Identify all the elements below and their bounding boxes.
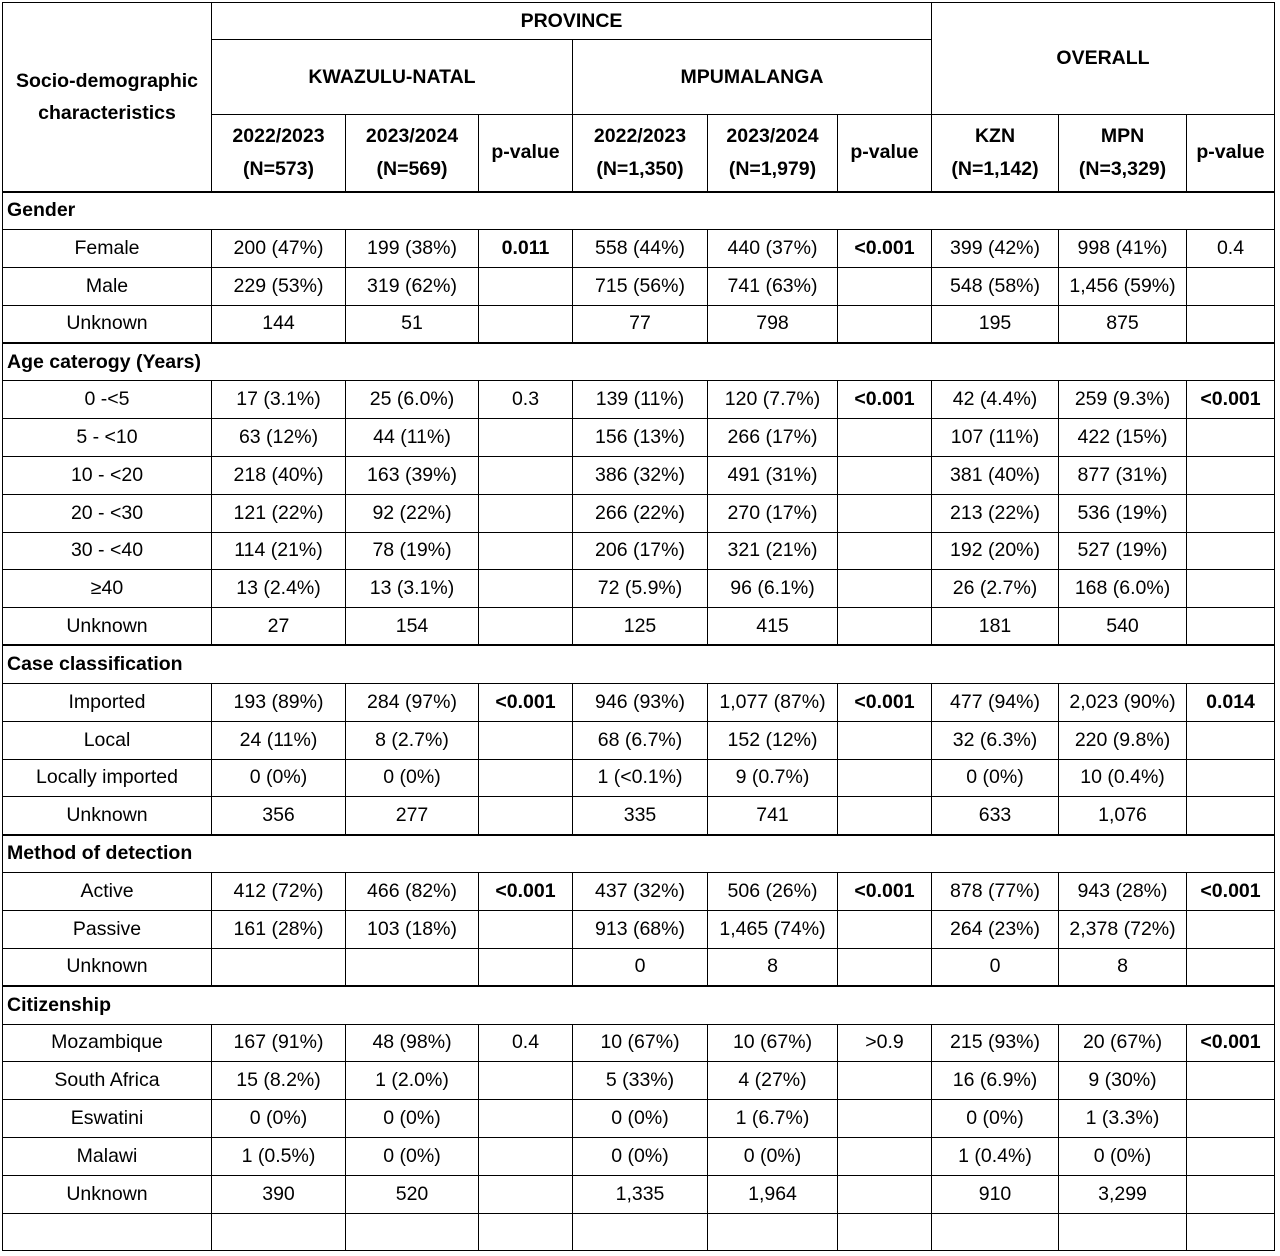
value-cell: 24 (11%) <box>212 721 346 759</box>
pvalue-cell <box>479 721 573 759</box>
table-row <box>3 797 1275 835</box>
value-cell: 8 <box>708 948 838 986</box>
pvalue-cell: 0.4 <box>1187 230 1275 268</box>
value-cell: 195 <box>932 305 1059 343</box>
pvalue-cell <box>838 1100 932 1138</box>
value-cell: 220 (9.8%) <box>1059 721 1187 759</box>
value-cell: 68 (6.7%) <box>573 721 708 759</box>
pvalue-cell <box>838 1213 932 1251</box>
section-row <box>3 835 1275 873</box>
pvalue-cell <box>1187 1062 1275 1100</box>
value-cell: 156 (13%) <box>573 419 708 457</box>
row-label: 20 - <30 <box>3 494 212 532</box>
value-cell: 466 (82%) <box>346 873 479 911</box>
value-cell <box>573 1213 708 1251</box>
value-cell <box>708 1213 838 1251</box>
value-cell: 9 (0.7%) <box>708 759 838 797</box>
value-cell: 943 (28%) <box>1059 873 1187 911</box>
pvalue-cell: <0.001 <box>838 873 932 911</box>
value-cell: 0 (0%) <box>1059 1137 1187 1175</box>
value-cell: 152 (12%) <box>708 721 838 759</box>
pvalue-cell <box>479 910 573 948</box>
value-cell: 13 (2.4%) <box>212 570 346 608</box>
value-cell: 20 (67%) <box>1059 1024 1187 1062</box>
table-row <box>3 1024 1275 1062</box>
value-cell: 0 <box>573 948 708 986</box>
pvalue-cell <box>1187 570 1275 608</box>
value-cell: 213 (22%) <box>932 494 1059 532</box>
table-row <box>3 948 1275 986</box>
characteristics-header: Socio-demographic characteristics <box>3 3 212 192</box>
row-label: Active <box>3 873 212 911</box>
row-label: 10 - <20 <box>3 456 212 494</box>
value-cell: 284 (97%) <box>346 683 479 721</box>
pvalue-cell: <0.001 <box>838 230 932 268</box>
pvalue-cell: 0.014 <box>1187 683 1275 721</box>
pvalue-cell <box>1187 948 1275 986</box>
value-cell: 1,456 (59%) <box>1059 267 1187 305</box>
pvalue-cell: >0.9 <box>838 1024 932 1062</box>
row-label: Mozambique <box>3 1024 212 1062</box>
pvalue-cell <box>1187 494 1275 532</box>
value-cell: 270 (17%) <box>708 494 838 532</box>
value-cell: 741 (63%) <box>708 267 838 305</box>
value-cell: 506 (26%) <box>708 873 838 911</box>
pvalue-cell: <0.001 <box>1187 1024 1275 1062</box>
value-cell: 412 (72%) <box>212 873 346 911</box>
value-cell: 415 <box>708 608 838 646</box>
pvalue-cell <box>838 305 932 343</box>
value-cell: 878 (77%) <box>932 873 1059 911</box>
table-row <box>3 873 1275 911</box>
value-cell: 2,378 (72%) <box>1059 910 1187 948</box>
value-cell: 120 (7.7%) <box>708 381 838 419</box>
row-label: Imported <box>3 683 212 721</box>
pvalue-cell <box>838 532 932 570</box>
value-cell: 107 (11%) <box>932 419 1059 457</box>
value-cell: 32 (6.3%) <box>932 721 1059 759</box>
col-overall-mpn: MPN (N=3,329) <box>1059 115 1187 192</box>
value-cell: 1 (0.5%) <box>212 1137 346 1175</box>
value-cell: 42 (4.4%) <box>932 381 1059 419</box>
value-cell: 381 (40%) <box>932 456 1059 494</box>
value-cell: 266 (17%) <box>708 419 838 457</box>
value-cell: 9 (30%) <box>1059 1062 1187 1100</box>
value-cell: 0 (0%) <box>346 759 479 797</box>
pvalue-cell <box>838 494 932 532</box>
pvalue-cell <box>838 1175 932 1213</box>
value-cell: 114 (21%) <box>212 532 346 570</box>
col-mpn-2223: 2022/2023 (N=1,350) <box>573 115 708 192</box>
pvalue-cell <box>838 1062 932 1100</box>
pvalue-cell <box>1187 1100 1275 1138</box>
value-cell <box>346 948 479 986</box>
value-cell: 422 (15%) <box>1059 419 1187 457</box>
value-cell: 139 (11%) <box>573 381 708 419</box>
value-cell: 1 (2.0%) <box>346 1062 479 1100</box>
table-row <box>3 608 1275 646</box>
section-row <box>3 986 1275 1024</box>
value-cell: 399 (42%) <box>932 230 1059 268</box>
pvalue-cell <box>838 910 932 948</box>
section-title: Case classification <box>3 645 1275 683</box>
pvalue-cell <box>479 570 573 608</box>
province-header: PROVINCE <box>212 3 932 40</box>
table-row <box>3 494 1275 532</box>
table-row <box>3 570 1275 608</box>
pvalue-cell <box>479 1100 573 1138</box>
value-cell: 10 (0.4%) <box>1059 759 1187 797</box>
table-row <box>3 456 1275 494</box>
pvalue-cell <box>1187 910 1275 948</box>
pvalue-cell <box>1187 419 1275 457</box>
row-label: Unknown <box>3 305 212 343</box>
value-cell: 4 (27%) <box>708 1062 838 1100</box>
value-cell: 13 (3.1%) <box>346 570 479 608</box>
value-cell: 266 (22%) <box>573 494 708 532</box>
value-cell: 193 (89%) <box>212 683 346 721</box>
row-label: 0 -<5 <box>3 381 212 419</box>
pvalue-cell <box>838 759 932 797</box>
value-cell: 0 (0%) <box>346 1100 479 1138</box>
row-label: Female <box>3 230 212 268</box>
value-cell: 27 <box>212 608 346 646</box>
table-row <box>3 419 1275 457</box>
row-label: Unknown <box>3 1175 212 1213</box>
pvalue-cell <box>1187 797 1275 835</box>
col-mpn-pvalue: p-value <box>838 115 932 192</box>
pvalue-cell: <0.001 <box>838 683 932 721</box>
value-cell: 477 (94%) <box>932 683 1059 721</box>
value-cell: 199 (38%) <box>346 230 479 268</box>
pvalue-cell <box>1187 532 1275 570</box>
value-cell: 63 (12%) <box>212 419 346 457</box>
pvalue-cell <box>1187 267 1275 305</box>
row-label: Malawi <box>3 1137 212 1175</box>
value-cell: 5 (33%) <box>573 1062 708 1100</box>
table-body <box>3 192 1275 1251</box>
pvalue-cell <box>1187 1137 1275 1175</box>
pvalue-cell <box>838 1137 932 1175</box>
col-kzn-pvalue: p-value <box>479 115 573 192</box>
pvalue-cell <box>838 948 932 986</box>
value-cell: 229 (53%) <box>212 267 346 305</box>
pvalue-cell <box>1187 608 1275 646</box>
section-title: Method of detection <box>3 835 1275 873</box>
value-cell: 440 (37%) <box>708 230 838 268</box>
value-cell: 259 (9.3%) <box>1059 381 1187 419</box>
pvalue-cell <box>1187 1213 1275 1251</box>
pvalue-cell: <0.001 <box>1187 873 1275 911</box>
pvalue-cell: 0.4 <box>479 1024 573 1062</box>
value-cell: 386 (32%) <box>573 456 708 494</box>
value-cell: 206 (17%) <box>573 532 708 570</box>
demographics-table <box>2 2 1275 1251</box>
col-kzn-2223: 2022/2023 (N=573) <box>212 115 346 192</box>
value-cell: 161 (28%) <box>212 910 346 948</box>
value-cell: 218 (40%) <box>212 456 346 494</box>
value-cell: 319 (62%) <box>346 267 479 305</box>
value-cell: 0 (0%) <box>932 759 1059 797</box>
value-cell: 8 (2.7%) <box>346 721 479 759</box>
value-cell: 15 (8.2%) <box>212 1062 346 1100</box>
pvalue-cell <box>838 456 932 494</box>
section-row <box>3 192 1275 230</box>
value-cell: 10 (67%) <box>573 1024 708 1062</box>
pvalue-cell <box>479 267 573 305</box>
value-cell: 1,077 (87%) <box>708 683 838 721</box>
value-cell: 0 (0%) <box>573 1137 708 1175</box>
value-cell: 2,023 (90%) <box>1059 683 1187 721</box>
table-row <box>3 267 1275 305</box>
table-row <box>3 683 1275 721</box>
value-cell: 1 (3.3%) <box>1059 1100 1187 1138</box>
row-label: Locally imported <box>3 759 212 797</box>
table-row <box>3 1100 1275 1138</box>
value-cell: 192 (20%) <box>932 532 1059 570</box>
value-cell: 0 (0%) <box>708 1137 838 1175</box>
value-cell: 321 (21%) <box>708 532 838 570</box>
pvalue-cell <box>479 1213 573 1251</box>
pvalue-cell: <0.001 <box>838 381 932 419</box>
value-cell: 558 (44%) <box>573 230 708 268</box>
row-label <box>3 1213 212 1251</box>
pvalue-cell <box>479 456 573 494</box>
value-cell: 356 <box>212 797 346 835</box>
pvalue-cell: 0.011 <box>479 230 573 268</box>
row-label: South Africa <box>3 1062 212 1100</box>
table-header <box>3 3 1275 192</box>
table-row <box>3 305 1275 343</box>
table-row <box>3 230 1275 268</box>
pvalue-cell <box>479 305 573 343</box>
pvalue-cell <box>1187 305 1275 343</box>
value-cell: 16 (6.9%) <box>932 1062 1059 1100</box>
value-cell: 8 <box>1059 948 1187 986</box>
value-cell <box>1059 1213 1187 1251</box>
value-cell: 44 (11%) <box>346 419 479 457</box>
value-cell: 3,299 <box>1059 1175 1187 1213</box>
section-row <box>3 343 1275 381</box>
table-row <box>3 381 1275 419</box>
value-cell: 491 (31%) <box>708 456 838 494</box>
value-cell: 48 (98%) <box>346 1024 479 1062</box>
value-cell: 715 (56%) <box>573 267 708 305</box>
pvalue-cell <box>838 267 932 305</box>
value-cell: 0 (0%) <box>212 1100 346 1138</box>
row-label: Unknown <box>3 797 212 835</box>
pvalue-cell <box>479 797 573 835</box>
col-overall-kzn: KZN (N=1,142) <box>932 115 1059 192</box>
value-cell <box>932 1213 1059 1251</box>
value-cell: 1,335 <box>573 1175 708 1213</box>
pvalue-cell <box>479 1137 573 1175</box>
value-cell: 877 (31%) <box>1059 456 1187 494</box>
table-row <box>3 759 1275 797</box>
value-cell: 1,465 (74%) <box>708 910 838 948</box>
pvalue-cell <box>838 570 932 608</box>
col-kzn-2324: 2023/2024 (N=569) <box>346 115 479 192</box>
pvalue-cell <box>1187 456 1275 494</box>
value-cell: 78 (19%) <box>346 532 479 570</box>
section-row <box>3 645 1275 683</box>
value-cell: 17 (3.1%) <box>212 381 346 419</box>
value-cell: 910 <box>932 1175 1059 1213</box>
value-cell: 200 (47%) <box>212 230 346 268</box>
value-cell: 946 (93%) <box>573 683 708 721</box>
pvalue-cell: 0.3 <box>479 381 573 419</box>
kzn-header: KWAZULU-NATAL <box>212 40 573 115</box>
value-cell: 92 (22%) <box>346 494 479 532</box>
value-cell: 163 (39%) <box>346 456 479 494</box>
row-label: Passive <box>3 910 212 948</box>
pvalue-cell: <0.001 <box>479 873 573 911</box>
pvalue-cell <box>479 948 573 986</box>
table-row <box>3 1062 1275 1100</box>
value-cell: 1 (0.4%) <box>932 1137 1059 1175</box>
value-cell: 520 <box>346 1175 479 1213</box>
value-cell: 77 <box>573 305 708 343</box>
value-cell: 1,076 <box>1059 797 1187 835</box>
value-cell: 121 (22%) <box>212 494 346 532</box>
table-row <box>3 1213 1275 1251</box>
value-cell: 144 <box>212 305 346 343</box>
value-cell: 536 (19%) <box>1059 494 1187 532</box>
row-label: 5 - <10 <box>3 419 212 457</box>
row-label: Male <box>3 267 212 305</box>
value-cell <box>346 1213 479 1251</box>
value-cell: 741 <box>708 797 838 835</box>
col-overall-pvalue: p-value <box>1187 115 1275 192</box>
value-cell: 26 (2.7%) <box>932 570 1059 608</box>
value-cell: 437 (32%) <box>573 873 708 911</box>
value-cell: 125 <box>573 608 708 646</box>
value-cell: 181 <box>932 608 1059 646</box>
value-cell: 390 <box>212 1175 346 1213</box>
value-cell: 1,964 <box>708 1175 838 1213</box>
section-title: Age caterogy (Years) <box>3 343 1275 381</box>
value-cell: 168 (6.0%) <box>1059 570 1187 608</box>
value-cell: 913 (68%) <box>573 910 708 948</box>
pvalue-cell <box>479 759 573 797</box>
value-cell: 1 (6.7%) <box>708 1100 838 1138</box>
pvalue-cell <box>838 797 932 835</box>
pvalue-cell <box>838 419 932 457</box>
table-row <box>3 1175 1275 1213</box>
row-label: Unknown <box>3 608 212 646</box>
pvalue-cell <box>479 1175 573 1213</box>
value-cell: 51 <box>346 305 479 343</box>
value-cell: 1 (<0.1%) <box>573 759 708 797</box>
table-row <box>3 1137 1275 1175</box>
value-cell: 167 (91%) <box>212 1024 346 1062</box>
value-cell: 0 (0%) <box>346 1137 479 1175</box>
pvalue-cell <box>479 494 573 532</box>
value-cell: 527 (19%) <box>1059 532 1187 570</box>
value-cell: 548 (58%) <box>932 267 1059 305</box>
pvalue-cell <box>1187 721 1275 759</box>
value-cell: 154 <box>346 608 479 646</box>
pvalue-cell <box>838 721 932 759</box>
value-cell: 215 (93%) <box>932 1024 1059 1062</box>
value-cell: 103 (18%) <box>346 910 479 948</box>
pvalue-cell <box>479 532 573 570</box>
value-cell: 0 (0%) <box>212 759 346 797</box>
pvalue-cell: <0.001 <box>479 683 573 721</box>
value-cell: 875 <box>1059 305 1187 343</box>
pvalue-cell: <0.001 <box>1187 381 1275 419</box>
pvalue-cell <box>838 608 932 646</box>
row-label: 30 - <40 <box>3 532 212 570</box>
value-cell: 0 (0%) <box>932 1100 1059 1138</box>
pvalue-cell <box>479 419 573 457</box>
pvalue-cell <box>1187 759 1275 797</box>
col-mpn-2324: 2023/2024 (N=1,979) <box>708 115 838 192</box>
value-cell: 72 (5.9%) <box>573 570 708 608</box>
value-cell: 0 <box>932 948 1059 986</box>
row-label: Eswatini <box>3 1100 212 1138</box>
value-cell: 277 <box>346 797 479 835</box>
value-cell: 540 <box>1059 608 1187 646</box>
pvalue-cell <box>1187 1175 1275 1213</box>
value-cell: 0 (0%) <box>573 1100 708 1138</box>
section-title: Gender <box>3 192 1275 230</box>
value-cell: 96 (6.1%) <box>708 570 838 608</box>
row-label: ≥40 <box>3 570 212 608</box>
mpn-header: MPUMALANGA <box>573 40 932 115</box>
pvalue-cell <box>479 1062 573 1100</box>
value-cell: 264 (23%) <box>932 910 1059 948</box>
value-cell: 798 <box>708 305 838 343</box>
pvalue-cell <box>479 608 573 646</box>
value-cell: 998 (41%) <box>1059 230 1187 268</box>
value-cell: 10 (67%) <box>708 1024 838 1062</box>
value-cell <box>212 948 346 986</box>
table-row <box>3 532 1275 570</box>
row-label: Unknown <box>3 948 212 986</box>
row-label: Local <box>3 721 212 759</box>
value-cell <box>212 1213 346 1251</box>
table-row <box>3 910 1275 948</box>
overall-header: OVERALL <box>932 3 1275 115</box>
value-cell: 335 <box>573 797 708 835</box>
section-title: Citizenship <box>3 986 1275 1024</box>
value-cell: 25 (6.0%) <box>346 381 479 419</box>
value-cell: 633 <box>932 797 1059 835</box>
table-row <box>3 721 1275 759</box>
